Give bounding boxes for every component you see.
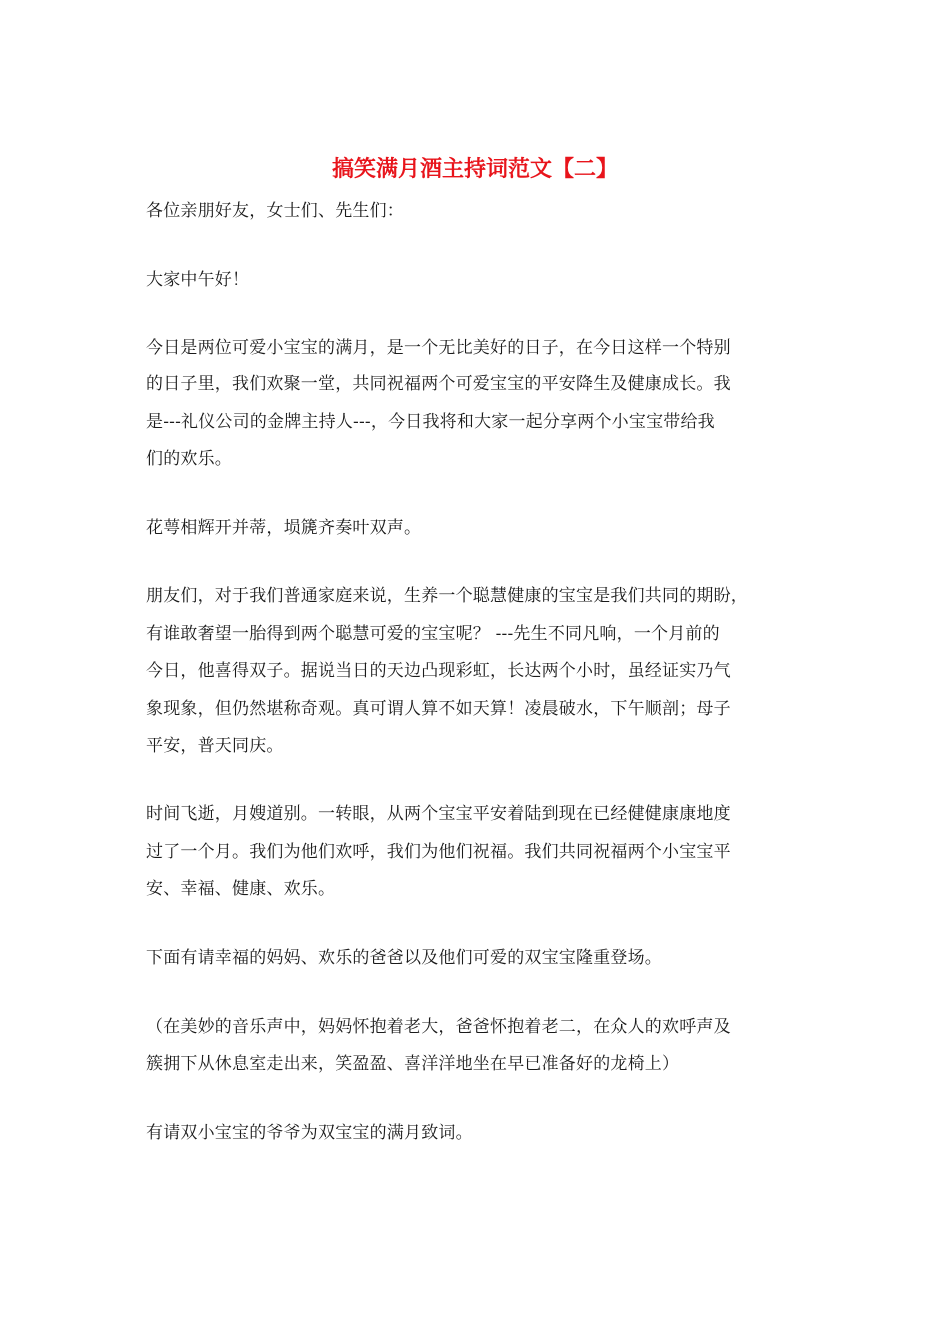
text-line: 大家中午好！ (146, 270, 250, 290)
text-line: 今日是两位可爱小宝宝的满月，是一个无比美好的日子，在今日这样一个特别 (146, 338, 731, 358)
text-line: 今日，他喜得双子。据说当日的天边凸现彩虹，长达两个小时，虽经证实乃气 (146, 661, 731, 681)
text-line: 安、幸福、健康、欢乐。 (146, 879, 336, 899)
text-line: 平安，普天同庆。 (146, 736, 284, 756)
text-line: 象现象，但仍然堪称奇观。真可谓人算不如天算！凌晨破水，下午顺剖；母子 (146, 699, 731, 719)
text-line: 朋友们，对于我们普通家庭来说，生养一个聪慧健康的宝宝是我们共同的期盼， (146, 586, 748, 606)
text-line: 有谁敢奢望一胎得到两个聪慧可爱的宝宝呢？ ---先生不同凡响，一个月前的 (146, 624, 720, 644)
text-line: 的日子里，我们欢聚一堂，共同祝福两个可爱宝宝的平安降生及健康成长。我 (146, 374, 731, 394)
text-line: 下面有请幸福的妈妈、欢乐的爸爸以及他们可爱的双宝宝隆重登场。 (146, 948, 662, 968)
text-line: 过了一个月。我们为他们欢呼，我们为他们祝福。我们共同祝福两个小宝宝平 (146, 842, 731, 862)
document-title: 搞笑满月酒主持词范文【二】 (331, 156, 618, 182)
text-line: 是---礼仪公司的金牌主持人---，今日我将和大家一起分享两个小宝宝带给我 (146, 412, 715, 432)
text-line: 各位亲朋好友，女士们、先生们： (146, 201, 404, 221)
text-line: 簇拥下从休息室走出来，笑盈盈、喜洋洋地坐在早已准备好的龙椅上） (146, 1054, 680, 1074)
text-line: 有请双小宝宝的爷爷为双宝宝的满月致词。 (146, 1123, 473, 1143)
text-line: 们的欢乐。 (146, 449, 232, 469)
text-line: （在美妙的音乐声中，妈妈怀抱着老大，爸爸怀抱着老二，在众人的欢呼声及 (146, 1017, 731, 1037)
text-line: 花萼相辉开并蒂，埙篪齐奏叶双声。 (146, 518, 422, 538)
text-line: 时间飞逝，月嫂道别。一转眼，从两个宝宝平安着陆到现在已经健健康康地度 (146, 804, 731, 824)
